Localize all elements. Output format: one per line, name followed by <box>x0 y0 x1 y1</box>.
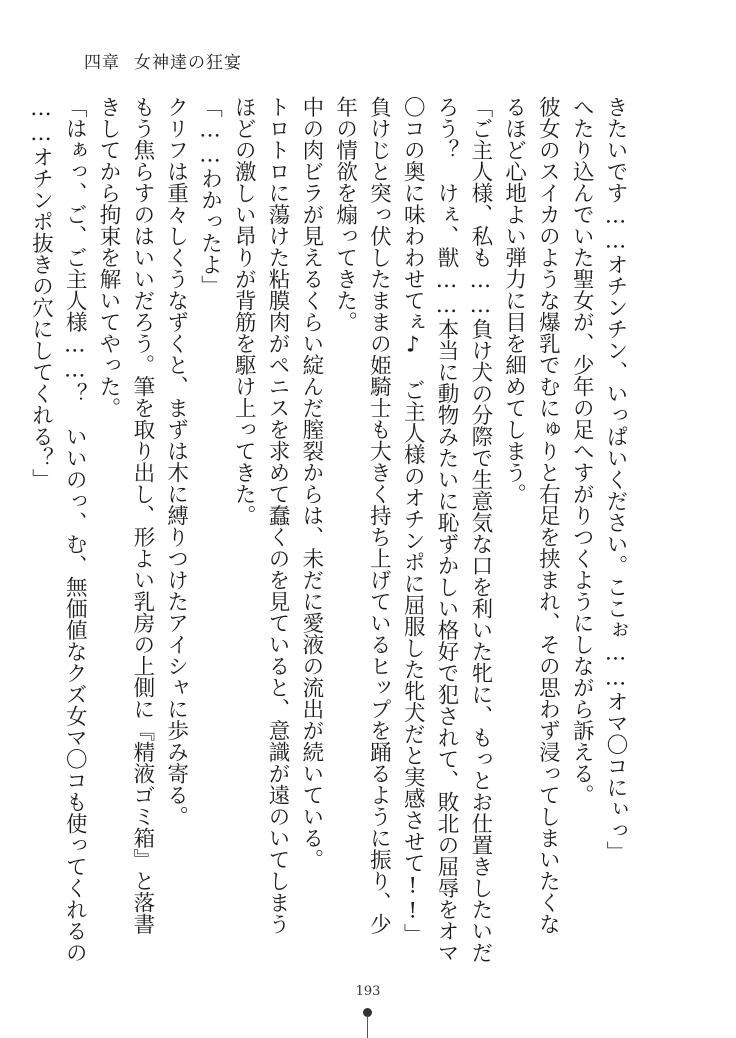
text-line: 「ご主人様、私も……負け犬の分際で生意気な口を利いた牝に、もっとお仕置きしたいだ <box>467 96 493 963</box>
text-line: トロトロに蕩けた粘膜肉がペニスを求めて蠢くのを見ていると、意識が遠のいてしまう <box>265 96 291 935</box>
text-line: 〇コの奥に味わわせてぇ♪ ご主人様のオチンポに屈服した牝犬だと実感させて!!」 <box>400 96 426 945</box>
text-line: クリフは重々しくうなずくと、まずは木に縛りつけたアイシャに歩み寄る。 <box>163 96 189 827</box>
running-header <box>84 48 242 73</box>
body-text <box>28 96 632 963</box>
text-line: 負けじと突っ伏したままの姫騎士も大きく持ち上げているヒップを踊るように振り、少 <box>366 96 392 935</box>
text-line: きしてから拘束を解いてやった。 <box>96 96 122 419</box>
text-line: 「はぁっ、ご、ご主人様……？ いいのっ、む、無価値なクズ女マ〇コも使ってくれるの <box>62 96 88 963</box>
text-line: きたいです……オチンチン、いっぱいください。ここぉ……オマ〇コにぃっ」 <box>603 96 628 863</box>
text-line: 彼女のスイカのような爆乳でむにゅりと右足を挟まれ、その思わず浸ってしまいたくな <box>535 96 561 935</box>
chapter-number: 四章 <box>84 53 120 73</box>
text-line: 「……わかったよ」 <box>197 96 223 297</box>
text-line: 年の情欲を煽ってきた。 <box>332 96 358 333</box>
bookmark-line <box>367 1016 368 1038</box>
text-line: もう焦らすのはいいだろう。筆を取り出し、形よい乳房の上側に『精液ゴミ箱』と落書 <box>129 96 155 935</box>
text-line: へたり込んでいた聖女が、少年の足へすがりつくようにしながら訴える。 <box>569 96 595 806</box>
text-line: 中の肉ビラが見えるくらい綻んだ膣裂からは、未だに愛液の流出が続いている。 <box>298 96 324 870</box>
text-line: るほど心地よい弾力に目を細めてしまう。 <box>501 96 527 505</box>
chapter-title: 女神達の狂宴 <box>134 53 242 73</box>
page-number: 193 <box>355 984 381 999</box>
text-line: ……オチンポ抜きの穴にしてくれる？」 <box>28 96 54 490</box>
text-line: ほどの激しい昂りが背筋を駆け上ってきた。 <box>231 96 257 526</box>
text-line: ろう？ けぇ、獣……本当に動物みたいに恥ずかしい格好で犯されて、敗北の屈辱をオマ <box>434 96 460 963</box>
